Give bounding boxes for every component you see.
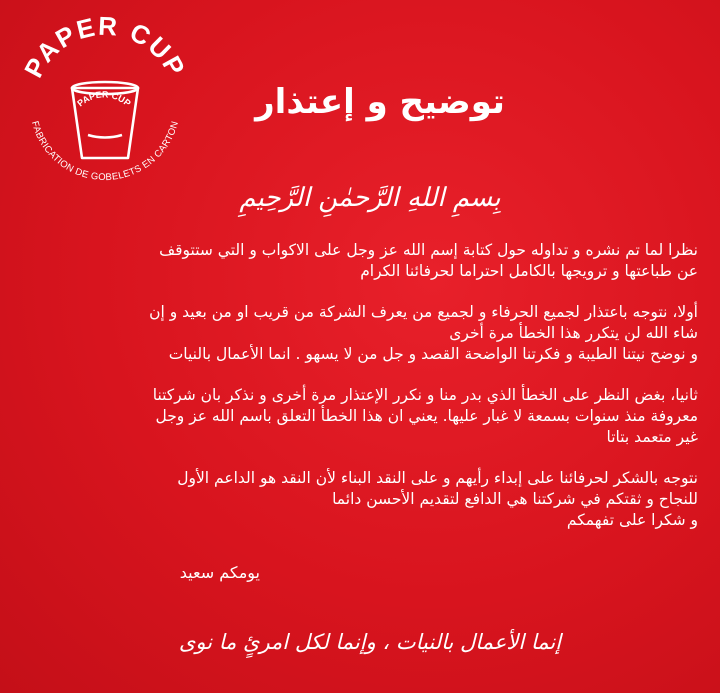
paragraph-second xyxy=(40,385,698,448)
signoff: يومكم سعيد xyxy=(179,563,260,582)
paragraph-line: أولا، نتوجه باعتذار لجميع الحرفاء و لجميع من يعرف الشركة من قريب او من بعيد و إن xyxy=(149,303,698,321)
paragraph-line: نتوجه بالشكر لحرفائنا على إبداء رأيهم و على النقد البناء لأن النقد هو الداعم الأول xyxy=(177,469,698,487)
statement-body xyxy=(40,240,698,551)
paragraph-first xyxy=(40,302,698,365)
logo-brand-path: PAPER CUP xyxy=(18,10,192,83)
paragraph-line: غير متعمد بتاتا xyxy=(606,428,698,446)
footer-hadith: إنما الأعمال بالنيات ، وإنما لكل امرئٍ ما نوى xyxy=(178,630,562,654)
paragraph-line: عن طباعتها و ترويجها بالكامل احتراما لحرفائنا الكرام xyxy=(360,262,698,280)
logo-tagline-text xyxy=(29,120,181,183)
paragraph-line: نظرا لما تم نشره و تداوله حول كتابة إسم الله عز وجل على الاكواب و التي ستتوقف xyxy=(159,241,698,259)
paragraph-thanks xyxy=(40,468,698,531)
paragraph-line: و نوضح نيتنا الطيبة و فكرتنا الواضحة القصد و جل من لا يسهو . انما الأعمال بالنيات xyxy=(168,345,698,363)
logo-brand-text xyxy=(18,11,192,83)
paragraph-line: معروفة منذ سنوات بسمعة لا غبار عليها. يعني ان هذا الخطأ التعلق باسم الله عز وجل xyxy=(155,407,698,425)
paragraph-line: شاء الله لن يتكرر هذا الخطأ مرة أخرى xyxy=(449,324,698,342)
paragraph-intro xyxy=(40,240,698,282)
logo-tagline-path: FABRICATION DE GOBELETS EN CARTON xyxy=(29,119,182,184)
paragraph-line: و شكرا على تفهمكم xyxy=(566,511,698,529)
paper-cup-logo xyxy=(10,10,200,200)
basmala: بِسمِ اللهِ الرَّحمٰنِ الرَّحِيمِ xyxy=(239,183,501,213)
paragraph-line: ثانيا، بغض النظر على الخطأ الذي بدر منا و نكرر الإعتذار مرة أخرى و نذكر بان شركتنا xyxy=(152,386,698,404)
paragraph-line: للنجاح و ثقتكم في شركتنا هي الدافع لتقديم الأحسن دائما xyxy=(332,490,698,508)
logo-cup-path: PAPER CUP xyxy=(75,89,133,109)
page-title: توضيح و إعتذار xyxy=(255,82,505,122)
